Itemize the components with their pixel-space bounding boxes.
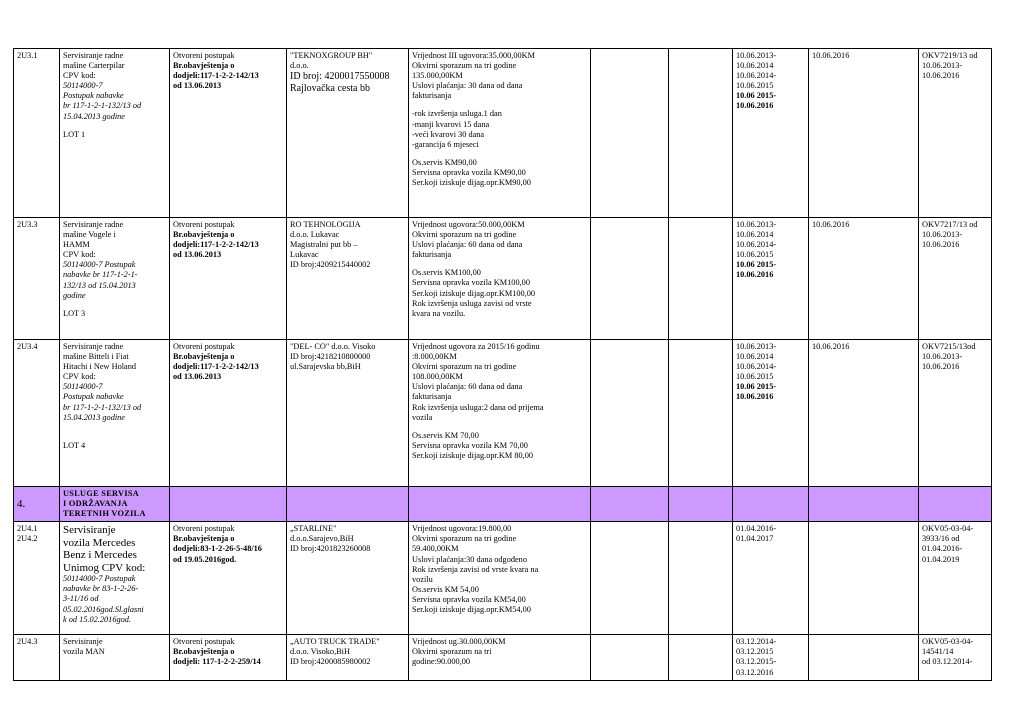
empty-cell [287,487,409,522]
terms-main: Vrijednost ug.30.000,00KM Okvirni sporazum na tri godine:90.000,00 [409,635,591,680]
supplier-name: „AUTO TRUCK TRADE" [290,637,380,647]
row-number: 2U3.4 [14,340,60,487]
service-lot: LOT 3 [63,308,86,318]
procedure-type: Otvoreni postupak [173,220,235,229]
supplier-details: d.o.o. Visoko,BiH ID broj:4200085980002 [290,647,371,667]
table-row [14,340,992,487]
period-cell [733,340,809,487]
empty-cell [919,487,992,522]
supplier-name: "DEL- CO" d.o.o. Visoko [290,342,376,351]
empty-cell [669,487,733,522]
supplier-cell [287,49,409,218]
service-description [60,218,170,340]
procedure-notice: Br.obavještenja o dodjeli:117-1-2-2-142/13 od 13.06.2013 [173,61,259,91]
procedure-cell [170,340,287,487]
terms-main: Vrijednost ugovora:19.800,00 Okvirni sporazum na tri godine 59.400,00KM Uslovi plaćanja:30 dana odgođeno Rok izvršenja zavisi od vrste kvara na vozilu Os.servis KM 54,00 Servisna opravka vozila KM54,00 Ser.koji iziskuje dijag.opr.KM54,00 [409,522,591,635]
procedure-cell [170,635,287,680]
period-current: 10.06 2015-10.06.2016 [736,382,777,402]
terms-main: Vrijednost ugovora:50.000,00KM Okvirni sporazum na tri godine Uslovi plaćanja: 60 dana od dana fakturisanja [412,220,525,260]
supplier-cell [287,635,409,680]
table-row [14,635,992,680]
service-lot: LOT 4 [63,440,86,450]
service-lot: LOT 1 [63,129,86,139]
contract-ref: OKV7215/13od 10.06.2013- 10.06.2016 [919,340,992,487]
supplier-cell [287,340,409,487]
service-title: Servisiranje radne mašine Vogele i HAMM CPV kod: [63,220,124,260]
supplier-details: d.o.o. Lukavac Magistralni put bb – Lukavac ID broj:4209215440002 [290,230,371,270]
procedure-notice: Br.obavještenja o dodjeli:117-1-2-2-142/13 od 13.06.2013 [173,230,259,260]
end-date [809,635,919,680]
period-regular: 03.12.2014-03.12.2015 03.12.2015-03.12.2016 [733,635,809,680]
procedure-notice: Br.obavještenja o dodjeli:117-1-2-2-142/13 od 13.06.2013 [173,352,259,382]
row-number: 2U3.1 [14,49,60,218]
procedure-type: Otvoreni postupak [173,342,235,351]
service-cpv: 50114000-7 Postupak nabavke br 117-1-2-1-132/13 od 15.04.2013 godine [63,81,142,121]
empty-cell [170,487,287,522]
supplier-id: ID broj: 4200017550008 [290,71,390,83]
terms-main: Vrijednost III ugovora:35.000,00KM Okvirni sporazum na tri godine 135.000,00KM Uslovi plaćanja: 30 dana od dana fakturisanja [412,51,536,101]
empty-cell [669,522,733,635]
service-description [60,522,170,635]
empty-cell [669,635,733,680]
terms-main: Vrijednost ugovora za 2015/16 godinu :8.000,00KM Okvirni sporazum na tri godine 108.000,00KM Uslovi plaćanja: 60 dana od dana fakturisanja Rok izvršenja usluga:2 dana od prijema vozila [412,342,544,422]
terms-prices: Os.servis KM 70,00 Servisna opravka vozila KM 70,00 Ser.koji iziskuje dijag.opr.KM 80,00 [412,430,533,460]
procedure-notice: Br.obavještenja o dodjeli:83-1-2-26-5-48/16 od 19.05.2016god. [173,534,262,564]
supplier-address: Rajlovačka cesta bb [290,83,370,95]
empty-cell [591,487,669,522]
empty-cell [669,340,733,487]
period-regular: 10.06.2013-10.06.2014 10.06.2014-10.06.2015 [736,342,777,382]
empty-cell [591,49,669,218]
empty-cell [591,635,669,680]
empty-cell [591,522,669,635]
supplier-cell [287,218,409,340]
terms-deadlines: -rok izvršenja usluga.1 dan -manji kvarovi 15 dana -veći kvarovi 30 dana -garancija 6 mjeseci [412,109,502,149]
procedure-type: Otvoreni postupak [173,637,235,647]
terms-cell [409,49,591,218]
table-row [14,522,992,635]
service-cpv: 50114000-7 Postupak nabavke br 117-1-2-1- 132/13 od 15.04.2013 godine [63,260,138,300]
service-cpv: 50114000-7 Postupak nabavke br 83-1-2-26- 3-11/16 od 05.02.2016god.Sl.glasni k od 15.02.2016god. [63,574,144,624]
period-regular: 10.06.2013-10.06.2014 10.06.2014-10.06.2015 [736,220,777,260]
procedure-cell [170,49,287,218]
service-cpv: 50114000-7 Postupak nabavke br 117-1-2-1-132/13 od 15.04.2013 godine [63,382,142,422]
service-title: Servisiranje radne mašine Carterpilar CPV kod: [63,51,125,81]
terms-prices: Os.servis KM90,00 Servisna opravka vozila KM90,00 Ser.koji iziskuje dijag.opr.KM90,00 [412,157,531,188]
terms-cell [409,218,591,340]
empty-cell [809,487,919,522]
service-description [60,340,170,487]
period-current: 10.06 2015-10.06.2016 [736,91,777,111]
period-cell [733,218,809,340]
section-number: 4. [14,487,60,522]
end-date [809,522,919,635]
period-regular: 10.06.2013-10.06.2014 10.06.2014-10.06.2015 [736,51,777,91]
service-title: Servisiranje radne mašine Bitteli i Fiat Hitachi i New Holand CPV kod: [63,342,137,382]
contract-ref: OKV7219/13 od 10.06.2013- 10.06.2016 [919,49,992,218]
supplier-details: ID broj:4218210800000 ul.Sarajevska bb,BiH [290,352,371,372]
supplier-name: „STARLINE" [290,524,337,534]
service-title: Servisiranje vozila Mercedes Benz i Mercedes Unimog CPV kod: [63,524,146,574]
section-header-row [14,487,992,522]
period-regular: 01.04.2016-01.04.2017 [733,522,809,635]
terms-prices: Os.servis KM100,00 Servisna opravka vozila KM100,00 Ser.koji iziskuje dijag.opr.KM100,00 Rok izvršenja usluga zavisi od vrste kvara na vozilu. [412,268,536,318]
procedure-cell [170,218,287,340]
row-number: 2U4.1 2U4.2 [14,522,60,635]
supplier-name: RO TEHNOLOGIJA [290,220,361,229]
contract-ref: OKV05-03-04- 14541/14 od 03.12.2014- [919,635,992,680]
empty-cell [733,487,809,522]
terms-cell [409,340,591,487]
supplier-name: "TEKNOXGROUP BH" [290,51,373,60]
empty-cell [669,49,733,218]
end-date: 10.06.2016 [809,218,919,340]
contract-ref: OKV05-03-04- 3933/16 od 01.04.2016- 01.04.2019 [919,522,992,635]
row-number: 2U3.3 [14,218,60,340]
empty-cell [669,218,733,340]
table-row [14,218,992,340]
end-date: 10.06.2016 [809,49,919,218]
empty-cell [591,340,669,487]
empty-cell [591,218,669,340]
procedure-type: Otvoreni postupak [173,524,235,534]
supplier-cell [287,522,409,635]
row-number: 2U4.3 [14,635,60,680]
service-title: Servisiranje vozila MAN [60,635,170,680]
supplier-details: d.o.o. [290,61,309,71]
table-row [14,49,992,218]
empty-cell [409,487,591,522]
service-description [60,49,170,218]
procedure-cell [170,522,287,635]
procedure-notice: Br.obavještenja o dodjeli: 117-1-2-2-259/14 [173,647,261,667]
period-cell [733,49,809,218]
procedure-type: Otvoreni postupak [173,51,235,60]
contract-ref: OKV7217/13 od 10.06.2013- 10.06.2016 [919,218,992,340]
section-title: USLUGE SERVISA I ODRŽAVANJA TERETNIH VOZILA [60,487,170,522]
end-date: 10.06.2016 [809,340,919,487]
contracts-table [13,48,992,681]
period-current: 10.06 2015-10.06.2016 [736,260,777,280]
supplier-details: d.o.o.Sarajevo,BiH ID broj:4201823260008 [290,534,371,554]
